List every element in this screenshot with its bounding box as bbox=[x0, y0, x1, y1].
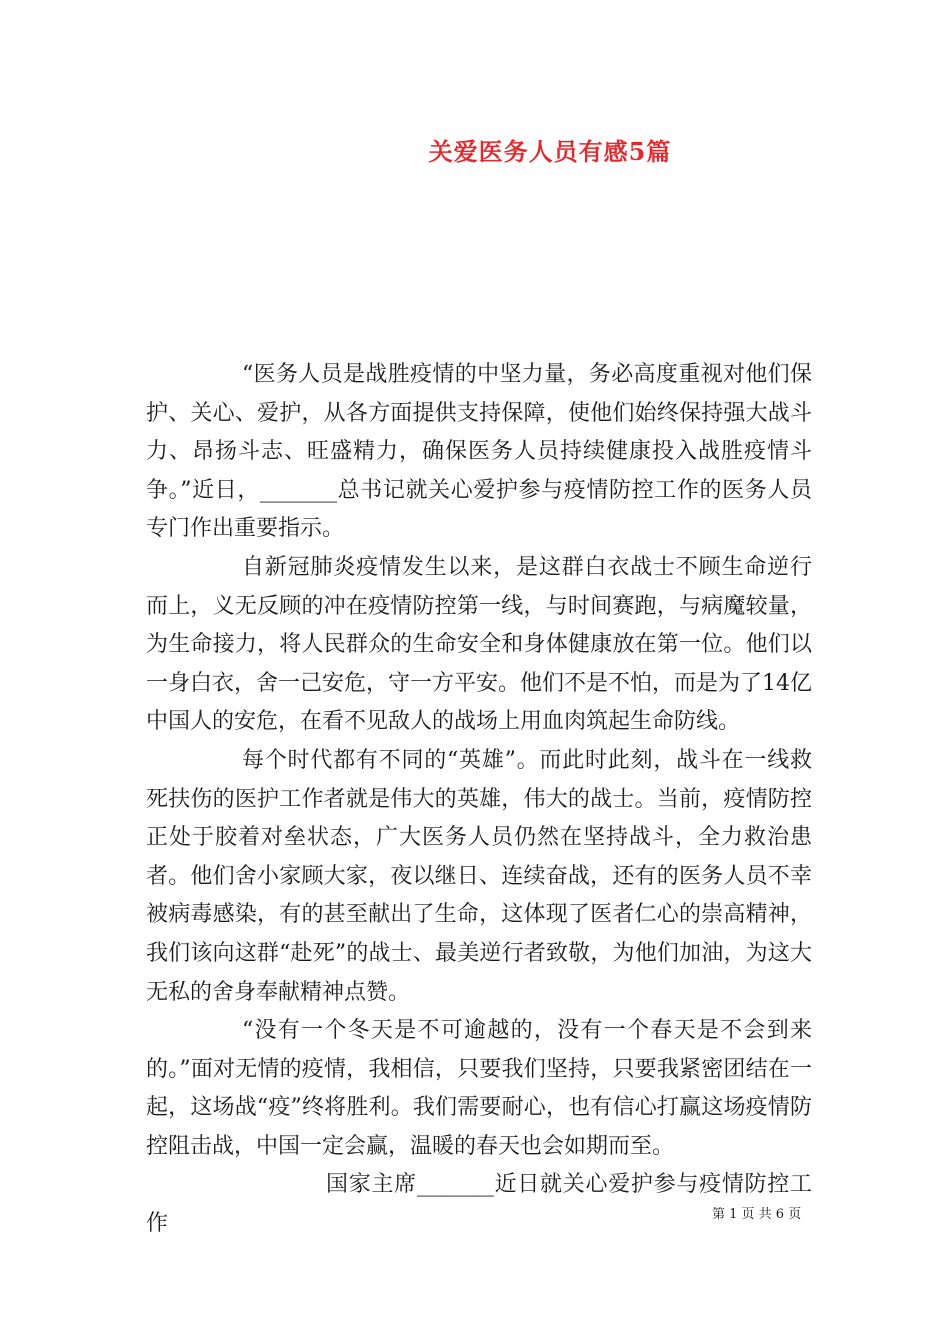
paragraph-2: 自新冠肺炎疫情发生以来，是这群白衣战士不顾生命逆行而上，义无反顾的冲在疫情防控第一线，与时间赛跑，与病魔较量，为生命接力，将人民群众的生命安全和身体健康放在第一位。他们以一身白衣，舍一己安危，守一方平安。他们不是不怕，而是为了14亿中国人的安危，在看不见敌人的战场上用血肉筑起生命防线。 bbox=[146, 554, 812, 735]
document-title: 关爱医务人员有感5篇 bbox=[428, 137, 672, 166]
document-body bbox=[146, 356, 812, 1244]
paragraph-5: 国家主席_______近日就关心爱护参与疫情防控工作 bbox=[146, 1172, 812, 1237]
paragraph-1: “医务人员是战胜疫情的中坚力量，务必高度重视对他们保护、关心、爱护，从各方面提供支持保障，使他们始终保持强大战斗力、昂扬斗志、旺盛精力，确保医务人员持续健康投入战胜疫情斗争。”近日，_______总书记就关心爱护参与疫情防控工作的医务人员专门作出重要指示。 bbox=[146, 362, 812, 542]
page-number: 第 1 页 共 6 页 bbox=[712, 1207, 802, 1222]
paragraph-4: “没有一个冬天是不可逾越的，没有一个春天是不会到来的。”面对无情的疫情，我相信，只要我们坚持，只要我紧密团结在一起，这场战“疫”终将胜利。我们需要耐心，也有信心打赢这场疫情防控阻击战，中国一定会赢，温暖的春天也会如期而至。 bbox=[146, 1018, 812, 1159]
paragraph-3: 每个时代都有不同的“英雄”。而此时此刻，战斗在一线救死扶伤的医护工作者就是伟大的英雄，伟大的战士。当前，疫情防控正处于胶着对垒状态，广大医务人员仍然在坚持战斗，全力救治患者。他们舍小家顾大家，夜以继日、连续奋战，还有的医务人员不幸被病毒感染，有的甚至献出了生命，这体现了医者仁心的崇高精神，我们该向这群“赴死”的战士、最美逆行者致敬，为他们加油，为这大无私的舍身奉献精神点赞。 bbox=[146, 747, 812, 1005]
